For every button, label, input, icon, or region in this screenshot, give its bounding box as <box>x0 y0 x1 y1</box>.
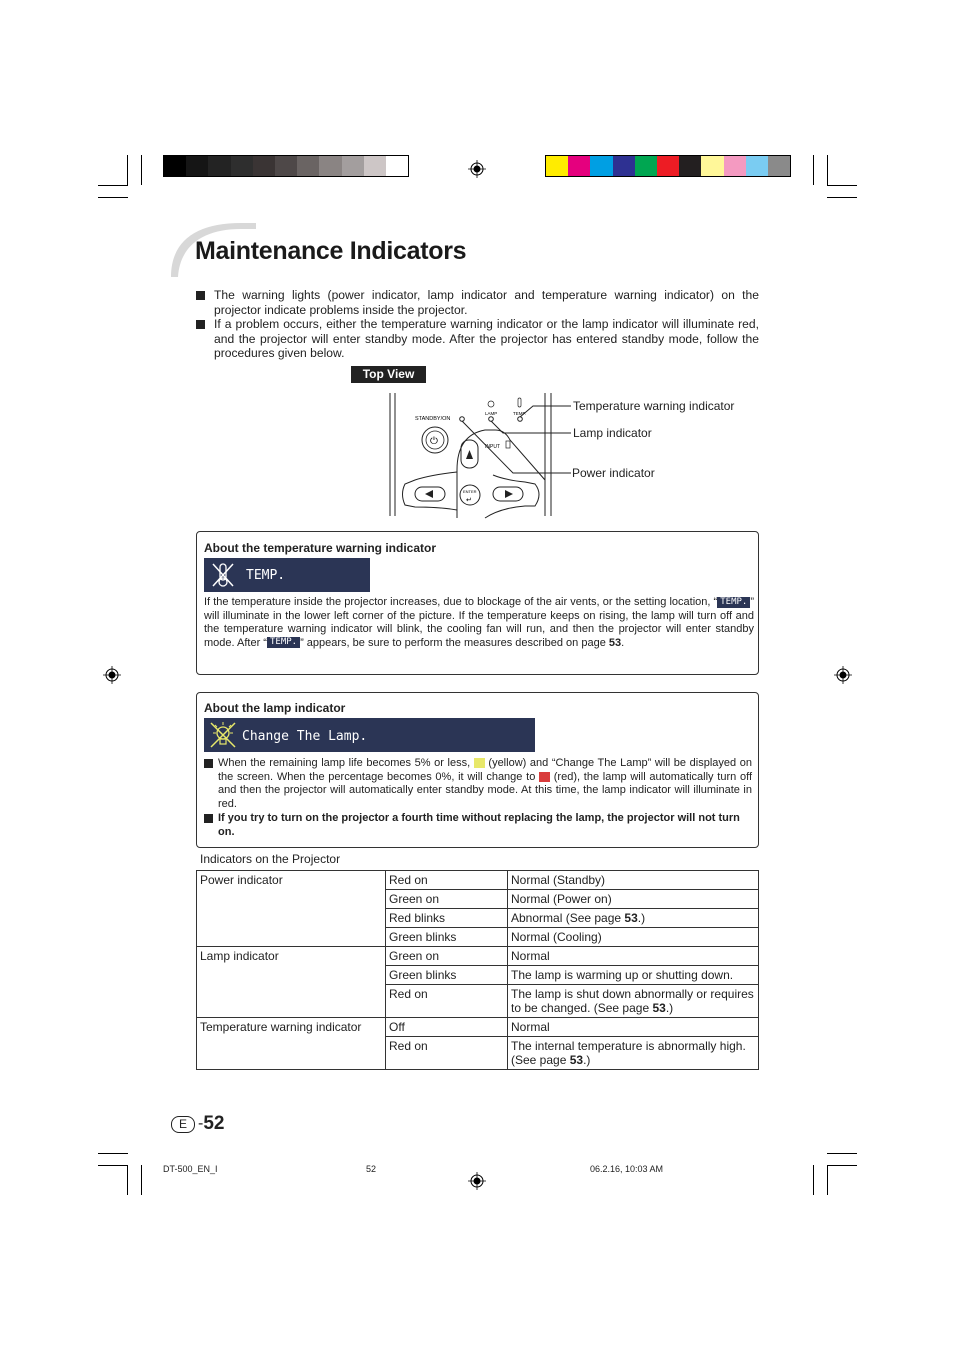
registration-mark-icon <box>468 1172 486 1190</box>
panel-label-temp: TEMP. <box>513 411 527 416</box>
yellow-lamp-swatch-icon <box>474 758 485 768</box>
indicator-meaning: The lamp is shut down abnormally or requires to be changed. (See page 53.) <box>508 985 759 1018</box>
registration-mark-icon <box>468 160 486 178</box>
crop-mark <box>827 1165 857 1166</box>
color-swatch <box>657 156 679 176</box>
indicator-state: Green blinks <box>386 966 508 985</box>
crop-mark <box>98 197 128 198</box>
crop-mark <box>141 1165 142 1195</box>
footer-page: 52 <box>366 1164 377 1174</box>
indicator-meaning: Normal (Standby) <box>508 871 759 890</box>
indicator-state: Red blinks <box>386 909 508 928</box>
lamp-box-body <box>204 757 752 840</box>
crop-mark <box>827 155 828 185</box>
lamp-box-heading: About the lamp indicator <box>204 701 346 715</box>
indicator-name: Temperature warning indicator <box>197 1018 386 1070</box>
table-row <box>197 947 759 966</box>
indicator-name: Lamp indicator <box>197 947 386 1018</box>
indicator-state: Green on <box>386 890 508 909</box>
table-row <box>197 871 759 890</box>
color-swatch <box>568 156 590 176</box>
indicator-state: Red on <box>386 1037 508 1070</box>
crop-mark <box>127 155 128 185</box>
indicator-meaning: The lamp is warming up or shutting down. <box>508 966 759 985</box>
color-swatch <box>701 156 723 176</box>
list-item: The warning lights (power indicator, lamp indicator and temperature warning indicator) on the projector indicate problems inside the projector. <box>196 288 759 317</box>
temp-indicator-led <box>518 417 523 422</box>
lamp-icon <box>488 401 494 407</box>
panel-label-enter: ENTER <box>463 489 477 494</box>
crop-mark <box>127 1165 128 1195</box>
gray-calibration-bar <box>163 155 409 177</box>
footer-timestamp: 06.2.16, 10:03 AM <box>590 1164 664 1174</box>
color-swatch <box>275 156 297 176</box>
indicator-meaning: Normal (Power on) <box>508 890 759 909</box>
power-icon: ⏻ <box>430 436 438 447</box>
lamp-osd-display <box>204 718 535 752</box>
list-item: When the remaining lamp life becomes 5% or less, (yellow) and “Change The Lamp” will be displayed on the screen. When the percentage becomes 0%, it will change to (red), the lamp will automatically turn off and then the projector will automatically enter standby mode. At this time, the lamp indicator will illuminate in red. <box>204 757 752 811</box>
crop-mark <box>98 1153 128 1154</box>
color-swatch <box>253 156 275 176</box>
callout-power: Power indicator <box>572 466 655 480</box>
callout-lamp: Lamp indicator <box>573 426 652 440</box>
color-swatch <box>164 156 186 176</box>
red-lamp-swatch-icon <box>539 772 550 782</box>
footer-file: DT-500_EN_I <box>163 1164 218 1174</box>
crop-mark <box>813 155 814 185</box>
edition-badge: E <box>171 1116 195 1133</box>
lamp-warning-icon <box>209 721 237 749</box>
page-number: E - 52 <box>171 1113 224 1135</box>
crop-mark <box>827 1165 828 1195</box>
inline-temp-osd: TEMP. <box>267 637 300 648</box>
color-swatch <box>546 156 568 176</box>
crop-mark <box>813 1165 814 1195</box>
page-title: Maintenance Indicators <box>195 237 467 265</box>
list-item: If you try to turn on the projector a fourth time without replacing the lamp, the projector will not turn on. <box>204 812 752 839</box>
color-swatch <box>342 156 364 176</box>
power-indicator-led <box>460 417 465 422</box>
indicator-meaning: The internal temperature is abnormally high. (See page 53.) <box>508 1037 759 1070</box>
indicator-meaning: Normal (Cooling) <box>508 928 759 947</box>
color-swatch <box>364 156 386 176</box>
indicator-state: Red on <box>386 985 508 1018</box>
inline-temp-osd: TEMP. <box>717 597 750 608</box>
color-swatch <box>186 156 208 176</box>
panel-label-input: INPUT <box>485 444 500 450</box>
enter-arrow-icon: ↵ <box>466 496 472 504</box>
color-swatch <box>231 156 253 176</box>
indicator-state: Off <box>386 1018 508 1037</box>
crop-mark <box>827 1153 857 1154</box>
crop-mark <box>141 155 142 185</box>
indicator-meaning: Abnormal (See page 53.) <box>508 909 759 928</box>
crop-mark <box>827 197 857 198</box>
indicator-meaning: Normal <box>508 1018 759 1037</box>
temp-osd-text: TEMP. <box>246 568 286 583</box>
color-swatch <box>319 156 341 176</box>
temp-box-body: If the temperature inside the projector increases, due to blockage of the air vents, or the setting location, “ TEMP. ” will illuminate in the lower left corner of the picture. If the temperature keeps on rising, the lamp will turn off and the temperature warning indicator will blink, the cooling fan will run, and then the projector will enter standby mode. After “ TEMP. ” appears, be sure to perform the measures described on page 53. <box>204 596 754 649</box>
indicator-state: Green on <box>386 947 508 966</box>
temp-osd-display <box>204 558 370 592</box>
table-caption: Indicators on the Projector <box>200 852 341 866</box>
panel-label-lamp: LAMP <box>485 411 498 416</box>
registration-mark-icon <box>103 666 121 684</box>
lamp-osd-text: Change The Lamp. <box>242 729 368 744</box>
color-swatch <box>724 156 746 176</box>
indicators-table <box>196 870 759 1070</box>
color-swatch <box>635 156 657 176</box>
color-swatch <box>768 156 790 176</box>
temp-warning-icon <box>212 562 234 588</box>
color-swatch <box>386 156 408 176</box>
indicator-meaning: Normal <box>508 947 759 966</box>
list-item: If a problem occurs, either the temperature warning indicator or the lamp indicator will illuminate red, and the projector will enter standby mode. After the projector has entered standby mode, follow the procedures given below. <box>196 317 759 361</box>
indicator-name: Power indicator <box>197 871 386 947</box>
callout-temp: Temperature warning indicator <box>573 399 735 413</box>
table-row <box>197 1018 759 1037</box>
top-view-label: Top View <box>351 366 426 383</box>
temp-box-heading: About the temperature warning indicator <box>204 541 437 555</box>
indicator-state: Green blinks <box>386 928 508 947</box>
indicator-state: Red on <box>386 871 508 890</box>
crop-mark <box>98 185 128 186</box>
color-swatch <box>297 156 319 176</box>
registration-mark-icon <box>834 666 852 684</box>
intro-bullets <box>196 288 759 361</box>
color-swatch <box>613 156 635 176</box>
lamp-indicator-led <box>489 417 494 422</box>
thermometer-icon <box>518 398 521 407</box>
color-swatch <box>590 156 612 176</box>
color-swatch <box>746 156 768 176</box>
crop-mark <box>98 1165 128 1166</box>
color-swatch <box>208 156 230 176</box>
crop-mark <box>827 185 857 186</box>
color-calibration-bar <box>545 155 791 177</box>
color-swatch <box>679 156 701 176</box>
panel-label-standby: STANDBY/ON <box>415 416 451 422</box>
